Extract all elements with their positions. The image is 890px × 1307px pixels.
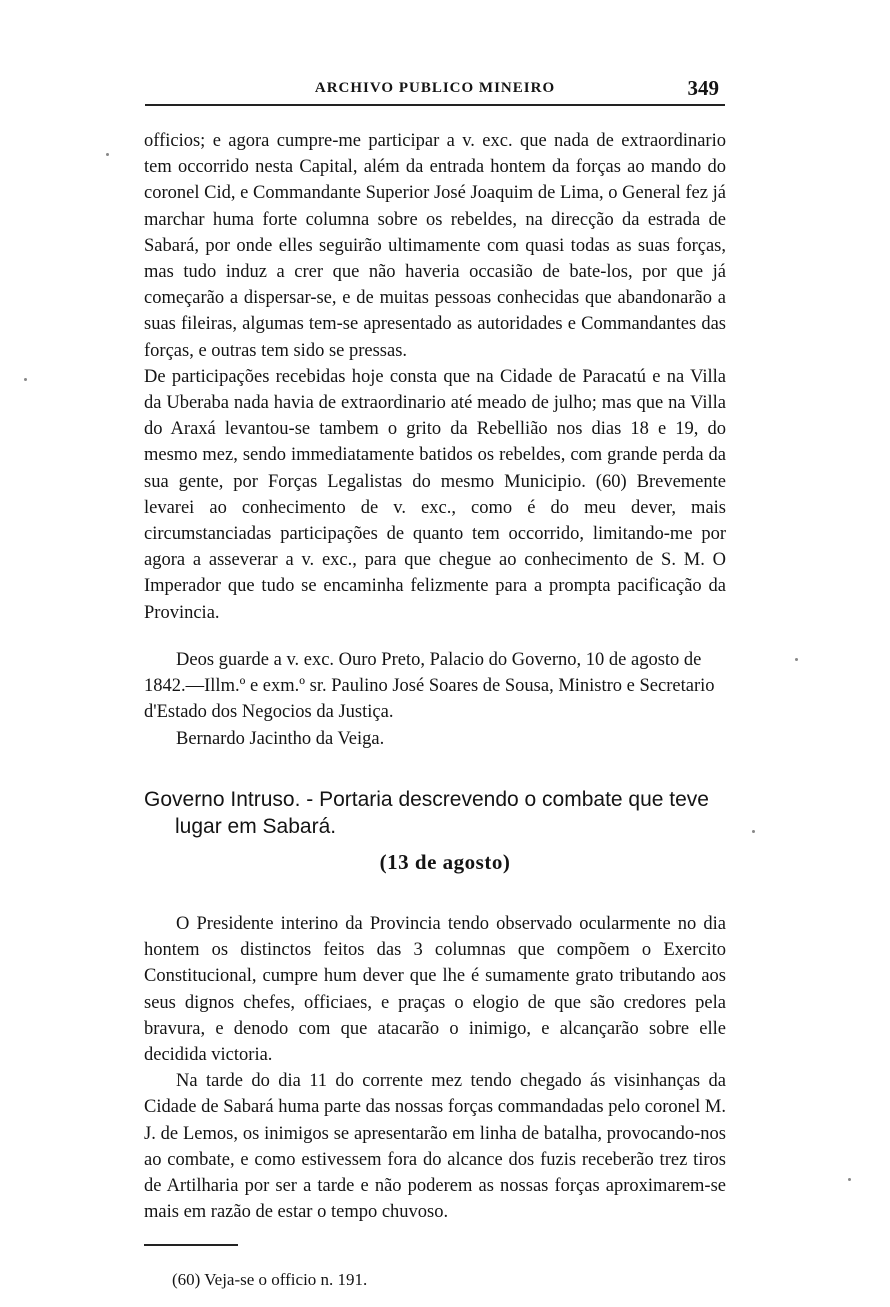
- footnote: (60) Veja-se o officio n. 191.: [172, 1270, 368, 1289]
- section-heading: [144, 786, 734, 840]
- page-number: 349: [687, 76, 719, 100]
- footnote-rule: [144, 1244, 238, 1246]
- running-title: ARCHIVO PUBLICO MINEIRO: [314, 80, 556, 96]
- letter-body: [144, 128, 726, 626]
- signature: Bernardo Jacintho da Veiga.: [176, 728, 385, 749]
- section-heading-line2: lugar em Sabará.: [175, 815, 337, 838]
- section-heading-line1: Governo Intruso. - Portaria descrevendo o combate que teve: [144, 788, 709, 811]
- scan-speck: [795, 658, 798, 661]
- paragraph: De participações recebidas hoje consta que na Cidade de Paracatú e na Villa da Uberaba nada havia de extraordinario até meado de julho; mas que na Villa do Araxá levantou-se tambem o grito da Rebellião nos dias 18 e 19, do mesmo mez, sendo immediatamente batidos os rebeldes, com grande perda da sua gente, por Forças Legalistas do mesmo Municipio. (60) Brevemente levarei ao conhecimento de v. exc., como é do meu dever, mais circumstanciadas participações de quanto tem occorrido, limitando-me por agora a asseverar a v. exc., para que chegue ao conhecimento de S. M. O Imperador que tudo se encaminha felizmente para a prompta pacificação da Provincia.: [144, 366, 726, 623]
- paragraph: officios; e agora cumpre-me participar a v. exc. que nada de extraordinario tem occorrido nesta Capital, além da entrada hontem da forças ao mando do coronel Cid, e Commandante Superior José Joaquim de Lima, o General fez já marchar huma forte columna sobre os rebeldes, na direcção da estrada de Sabará, por onde elles seguirão ultimamente com quasi todas as suas forças, mas tudo induz a crer que não haveria occasião de bate-los, por que já começarão a dispersar-se, e de muitas pessoas conhecidas que abandonarão a suas fileiras, algumas tem-se apresentado as autoridades e Commandantes das forças, e outras tem sido se pressas.: [144, 131, 726, 361]
- paragraph: O Presidente interino da Provincia tendo observado ocularmente no dia hontem os distinctos feitos das 3 columnas que compõem o Exercito Constitucional, cumpre hum dever que lhe é sumamente grato tributando aos seus dignos chefes, officiaes, e praças o elogio de que são credores pela bravura, e denodo com que atacarão o inimigo, e alcançarão sobre elle decidida victoria.: [144, 914, 726, 1066]
- scan-speck: [848, 1178, 851, 1181]
- scan-speck: [24, 378, 27, 381]
- scan-speck: [752, 830, 755, 833]
- paragraph: Na tarde do dia 11 do corrente mez tendo chegado ás visinhanças da Cidade de Sabará huma parte das nossas forças commandadas pelo coronel M. J. de Lemos, os inimigos se apresentarão em linha de batalha, provocando-nos ao combate, e como estivessem fora do alcance dos fuzis receberão trez tiros de Artilharia por ser a tarde e não poderem as nossas forças aproximarem-se mais em razão de estar o tempo chuvoso.: [144, 1071, 726, 1223]
- header-rule: [145, 104, 725, 106]
- closing-formula: Deos guarde a v. exc. Ouro Preto, Palacio do Governo, 10 de agosto de 1842.—Illm.º e exm.º sr. Paulino José Soares de Sousa, Ministro e Secretario d'Estado dos Negocios da Justiça.: [144, 650, 715, 723]
- portaria-body: [144, 911, 726, 1225]
- letter-closing: [144, 647, 726, 752]
- section-date: (13 de agosto): [379, 850, 511, 874]
- scan-speck: [106, 153, 109, 156]
- running-header: [145, 78, 725, 102]
